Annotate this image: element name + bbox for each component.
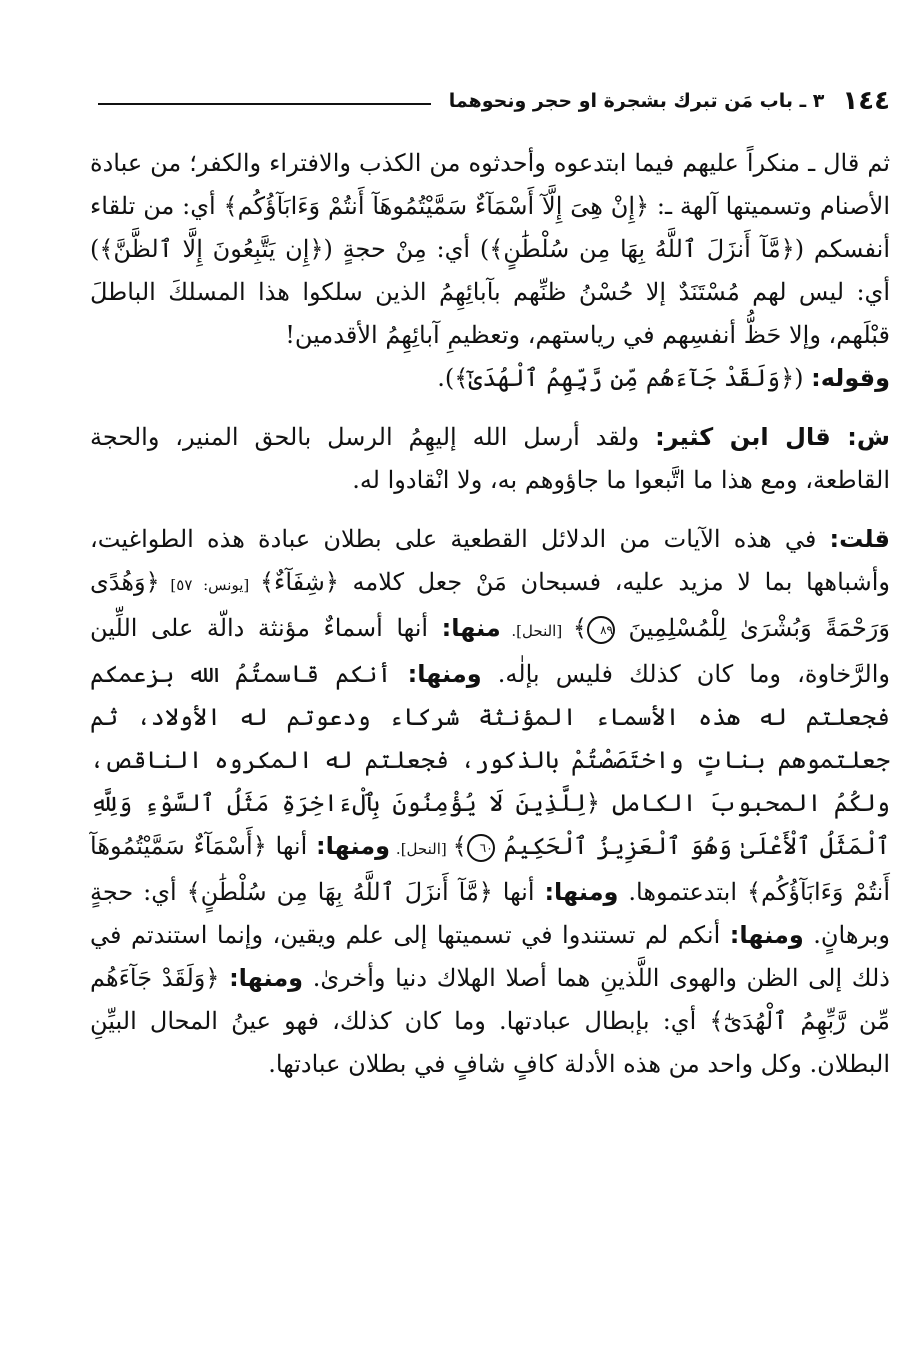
quran-quote: ﴿مَّآ أَنزَلَ ٱللَّهُ بِهَا مِن سُلْطَٰنٍ﴾ — [186, 878, 493, 906]
paragraph-1 — [90, 142, 890, 357]
quran-quote: (﴿إِن يَتَّبِعُونَ إِلَّا ٱلظَّنَّ﴾) — [90, 235, 333, 263]
text-run: ولقد أرسل الله إليهِمُ الرسل بالحق المنير، والحجة القاطعة، ومع هذا ما اتَّبعوا ما جاؤوهم به، ولا انْقادوا له. — [90, 423, 890, 494]
text-run: أنها أسماءٌ مؤنثة دالّة على اللِّين والرَّخاوة، وما كان كذلك فليس بإلٰه. — [90, 614, 891, 688]
text-run: أي: من تلقاء أنفسكم — [90, 192, 891, 263]
paragraph-2 — [90, 357, 890, 400]
text-run: في هذه الآيات من الدلائل القطعية على بطلان عبادة هذه الطواغيت، وأشباهها بما لا مزيد عليه، فسبحان مَنْ جعل كلامه — [90, 525, 890, 596]
text-run: أنكم قاسمتُمُ الله بزعمكم فجعلتم له هذه الأسماء المؤنثة شركاء ودعوتم له الأولاد، ثم جعلتموهم بناتٍ واختَصَصْتُمْ بالذكور، فجعلتم له المكروه الناقص، ولكُمُ المحبوبَ الكامل — [90, 660, 890, 817]
quran-quote: ﴿أَسْمَآءٌ سَمَّيْتُمُوهَآ أَنتُمْ وَءَابَآؤُكُم﴾ — [90, 832, 891, 906]
running-title: ٣ ـ باب مَن تبرك بشجرة او حجر ونحوهما — [448, 90, 825, 112]
point-lead: ومنها: — [729, 921, 804, 949]
quran-quote: ﴿شِفَآءٌ﴾ — [259, 568, 339, 596]
body-text — [90, 142, 890, 1086]
quran-quote: (﴿مَّآ أَنزَلَ ٱللَّهُ بِهَا مِن سُلْطَٰنٍ﴾) — [479, 235, 805, 263]
paragraph-4 — [90, 518, 890, 1086]
paragraph-3 — [90, 416, 890, 502]
text-run: أنكم لم تستندوا في تسميتها إلى علم ويقين، وإنما استندتم في ذلك إلى الظن والهوى اللَّذينِ هما أصلا الهلاك دنيا وأخرىٰ. — [90, 921, 890, 992]
text-run: أنها — [492, 878, 545, 906]
section-lead: قلت: — [829, 525, 890, 553]
point-lead: منها: — [441, 614, 501, 642]
text-run: أي: مِنْ حجةٍ — [332, 235, 480, 263]
ayah-number-mark: ٨٩ — [587, 616, 615, 644]
text-run: ابتدعتموها. — [618, 878, 747, 906]
text-run: أنها — [266, 832, 317, 860]
point-lead: ومنها: — [229, 964, 304, 992]
section-lead: ش: قال ابن كثير: — [655, 423, 890, 451]
text-run: أي: ليس لهم مُسْتَنَدٌ إلا حُسْنُ ظنِّهم بآبائِهِمُ الذين سلكوا هذا المسلكَ الباطلَ قبْلَهم، وإلا حَظُّ أنفسِهم في رياستهم، وتعظيمِ آبائِهِمُ الأقدمين! — [90, 278, 890, 349]
quran-quote: ﴿وَهُدًى وَرَحْمَةً وَبُشْرَىٰ لِلْمُسْلِمِينَ — [90, 568, 890, 642]
point-lead: ومنها: — [316, 832, 391, 860]
surah-reference: [يونس: ٥٧] — [159, 576, 260, 594]
ayah-number-mark: ٦٠ — [467, 834, 495, 862]
quran-quote-close: ﴾ — [572, 614, 587, 642]
quran-quote: ﴿لِلَّذِينَ لَا يُؤْمِنُونَ بِٱلْءَاخِرَةِ مَثَلُ ٱلسَّوْءِ وَلِلَّهِ ٱلْمَثَلُ ٱلْأَعْلَىٰ وَهُوَ ٱلْعَزِيزُ ٱلْحَكِيمُ — [90, 789, 891, 860]
surah-reference: [النحل]. — [500, 622, 573, 640]
book-page — [90, 78, 890, 1338]
quran-quote-close: ﴾ — [452, 832, 467, 860]
section-lead: وقوله: — [811, 364, 890, 392]
page-header — [90, 78, 890, 124]
point-lead: ومنها: — [544, 878, 619, 906]
surah-reference: [النحل]. — [390, 840, 453, 858]
quran-quote: (﴿وَلَقَدْ جَآءَهُم مِّن رَّبِّهِمُ ٱلْهُدَىٰٓ﴾). — [437, 364, 812, 392]
quran-quote: ﴿وَلَقَدْ جَآءَهُم مِّن رَّبِّهِمُ ٱلْهُدَىٰٓ﴾ — [90, 964, 890, 1035]
header-rule — [98, 103, 431, 105]
page-number: ١٤٤ — [842, 86, 890, 116]
quran-quote: ﴿إِنْ هِىَ إِلَّآ أَسْمَآءٌ سَمَّيْتُمُوهَآ أَنتُمْ وَءَابَآؤُكُم﴾ — [223, 192, 650, 220]
point-lead: ومنها: — [407, 660, 482, 688]
text-run: أي: حجةٍ وبرهانٍ. — [90, 878, 890, 949]
text-run: ثم قال ـ منكراً عليهم فيما ابتدعوه وأحدثوه من الكذب والافتراء والكفر؛ من عبادة الأصنام وتسميتها آلهة ـ: — [90, 149, 890, 220]
text-run: أي: بإبطال عبادتها. وما كان كذلك، فهو عينُ المحال البيِّنِ البطلان. وكل واحد من هذه الأدلة كافٍ شافٍ في بطلان عبادتها. — [90, 1007, 890, 1078]
